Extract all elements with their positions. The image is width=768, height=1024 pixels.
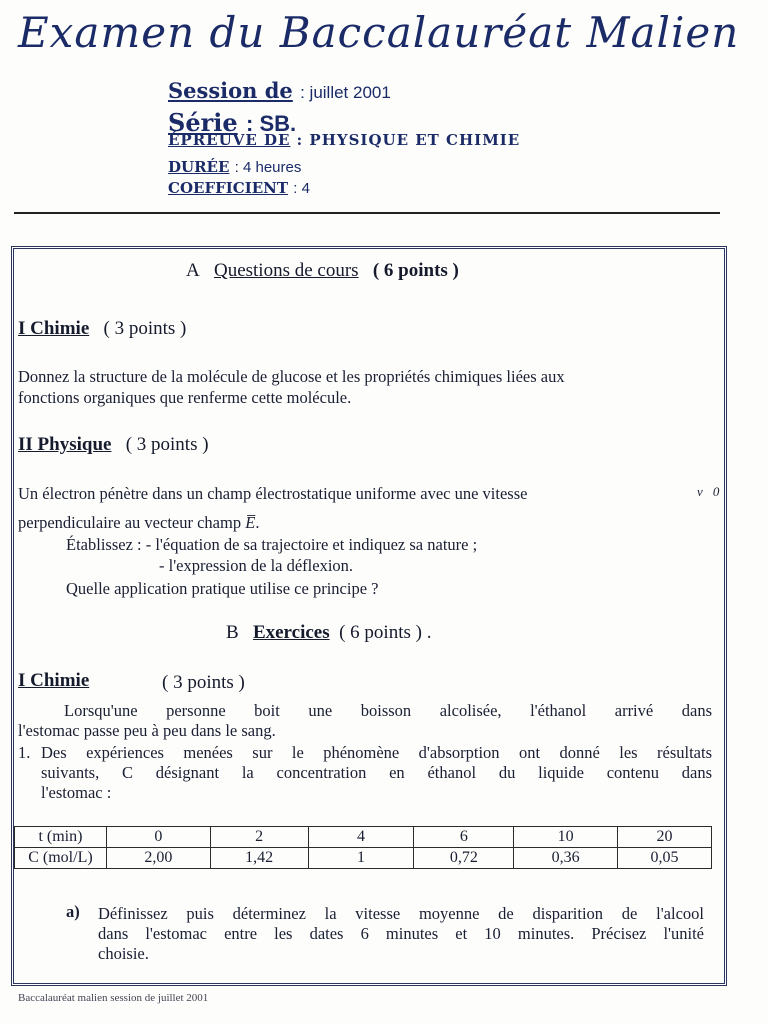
table-cell: C (mol/L) [15,848,107,869]
table-cell: t (min) [15,827,107,848]
question-1-line-2: suivants, C désignant la concentration en éthanol du liquide contenu dans [41,763,712,782]
exercice-chimie-heading [18,670,89,692]
duree-value: : 4 heures [234,159,302,176]
exercice-intro-2: l'estomac passe peu à peu dans le sang. [18,721,276,740]
section-a-letter: A [186,260,200,281]
table-row-concentration [15,848,712,869]
table-cell: 0 [106,827,210,848]
duree-line [168,158,301,176]
cours-physique-text-5: Quelle application pratique utilise ce principe ? [66,579,379,598]
section-a-points: ( 6 points ) [372,260,459,281]
session-line [168,78,391,103]
cours-chimie-text-1: Donnez la structure de la molécule de glucose et les propriétés chimiques liées aux [18,367,565,386]
cours-physique-points: ( 3 points ) [125,434,209,455]
cours-physique-title: II Physique [18,434,112,455]
question-a-line-1: Définissez puis déterminez la vitesse moyenne de disparition de l'alcool [98,904,704,923]
cours-physique-text-3: Établissez : - l'équation de sa trajectoire et indiquez sa nature ; [66,535,478,554]
content-frame [11,246,727,986]
section-b-points: ( 6 points ) . [339,622,432,643]
coefficient-label: COEFFICIENT [168,179,289,197]
coefficient-line [168,179,310,197]
cours-physique-text-2-end: . [255,513,260,532]
cours-physique-heading [18,434,209,456]
cours-chimie-points: ( 3 points ) [103,318,187,339]
cours-physique-text-2 [18,513,259,532]
session-value: : juillet 2001 [300,83,391,102]
section-b-heading [226,622,431,644]
session-label: Session de [168,78,293,103]
section-b-title: Exercices [252,622,330,643]
question-a-line-2: dans l'estomac entre les dates 6 minutes et 10 minutes. Précisez l'unité [98,924,704,943]
section-b-letter: B [226,622,239,643]
cours-physique-text-2-main: perpendiculaire au vecteur champ [18,513,242,532]
table-cell: 0,36 [514,848,618,869]
serie-label: Série [168,108,238,137]
table-cell: 4 [308,827,414,848]
page-footer: Baccalauréat malien session de juillet 2001 [18,992,209,1004]
e-field-symbol: E̅ [245,513,256,532]
exercice-chimie-title: I Chimie [18,670,90,691]
exam-title: Examen du Baccalauréat Malien [18,8,740,57]
cours-physique-text-1: Un électron pénètre dans un champ électrostatique uniforme avec une vitesse [18,484,528,503]
concentration-table [14,826,712,869]
question-1-number: 1. [18,743,31,762]
table-cell: 2 [210,827,308,848]
question-a-label: a) [66,902,80,921]
table-row-time [15,827,712,848]
table-cell: 10 [514,827,618,848]
question-a-line-3: choisie. [98,944,149,963]
v0-symbol: v⃗0 [697,484,720,499]
epreuve-label: ÉPREUVE DE [168,131,291,149]
table-cell: 20 [618,827,712,848]
serie-value: : SB. [246,111,297,136]
section-a-title: Questions de cours [213,260,359,281]
coefficient-value: : 4 [293,180,310,197]
cours-physique-text-4: - l'expression de la déflexion. [159,556,354,575]
table-cell: 0,05 [618,848,712,869]
section-a-heading [186,260,459,282]
table-cell: 1 [308,848,414,869]
cours-chimie-title: I Chimie [18,318,90,339]
cours-chimie-text-2: fonctions organiques que renferme cette molécule. [18,388,352,407]
exercice-intro-1: Lorsqu'une personne boit une boisson alcolisée, l'éthanol arrivé dans [64,701,712,720]
table-cell: 6 [414,827,514,848]
table-cell: 2,00 [106,848,210,869]
question-1-line-1: Des expériences menées sur le phénomène d'absorption ont donné les résultats [41,743,712,762]
duree-label: DURÉE [168,158,230,176]
table-cell: 1,42 [210,848,308,869]
cours-chimie-heading [18,318,186,340]
header-divider [14,212,720,214]
question-1-line-3: l'estomac : [41,783,112,802]
exercice-chimie-points: ( 3 points ) [162,672,245,693]
table-cell: 0,72 [414,848,514,869]
epreuve-line [168,131,520,149]
epreuve-value: : PHYSIQUE ET CHIMIE [296,131,521,149]
